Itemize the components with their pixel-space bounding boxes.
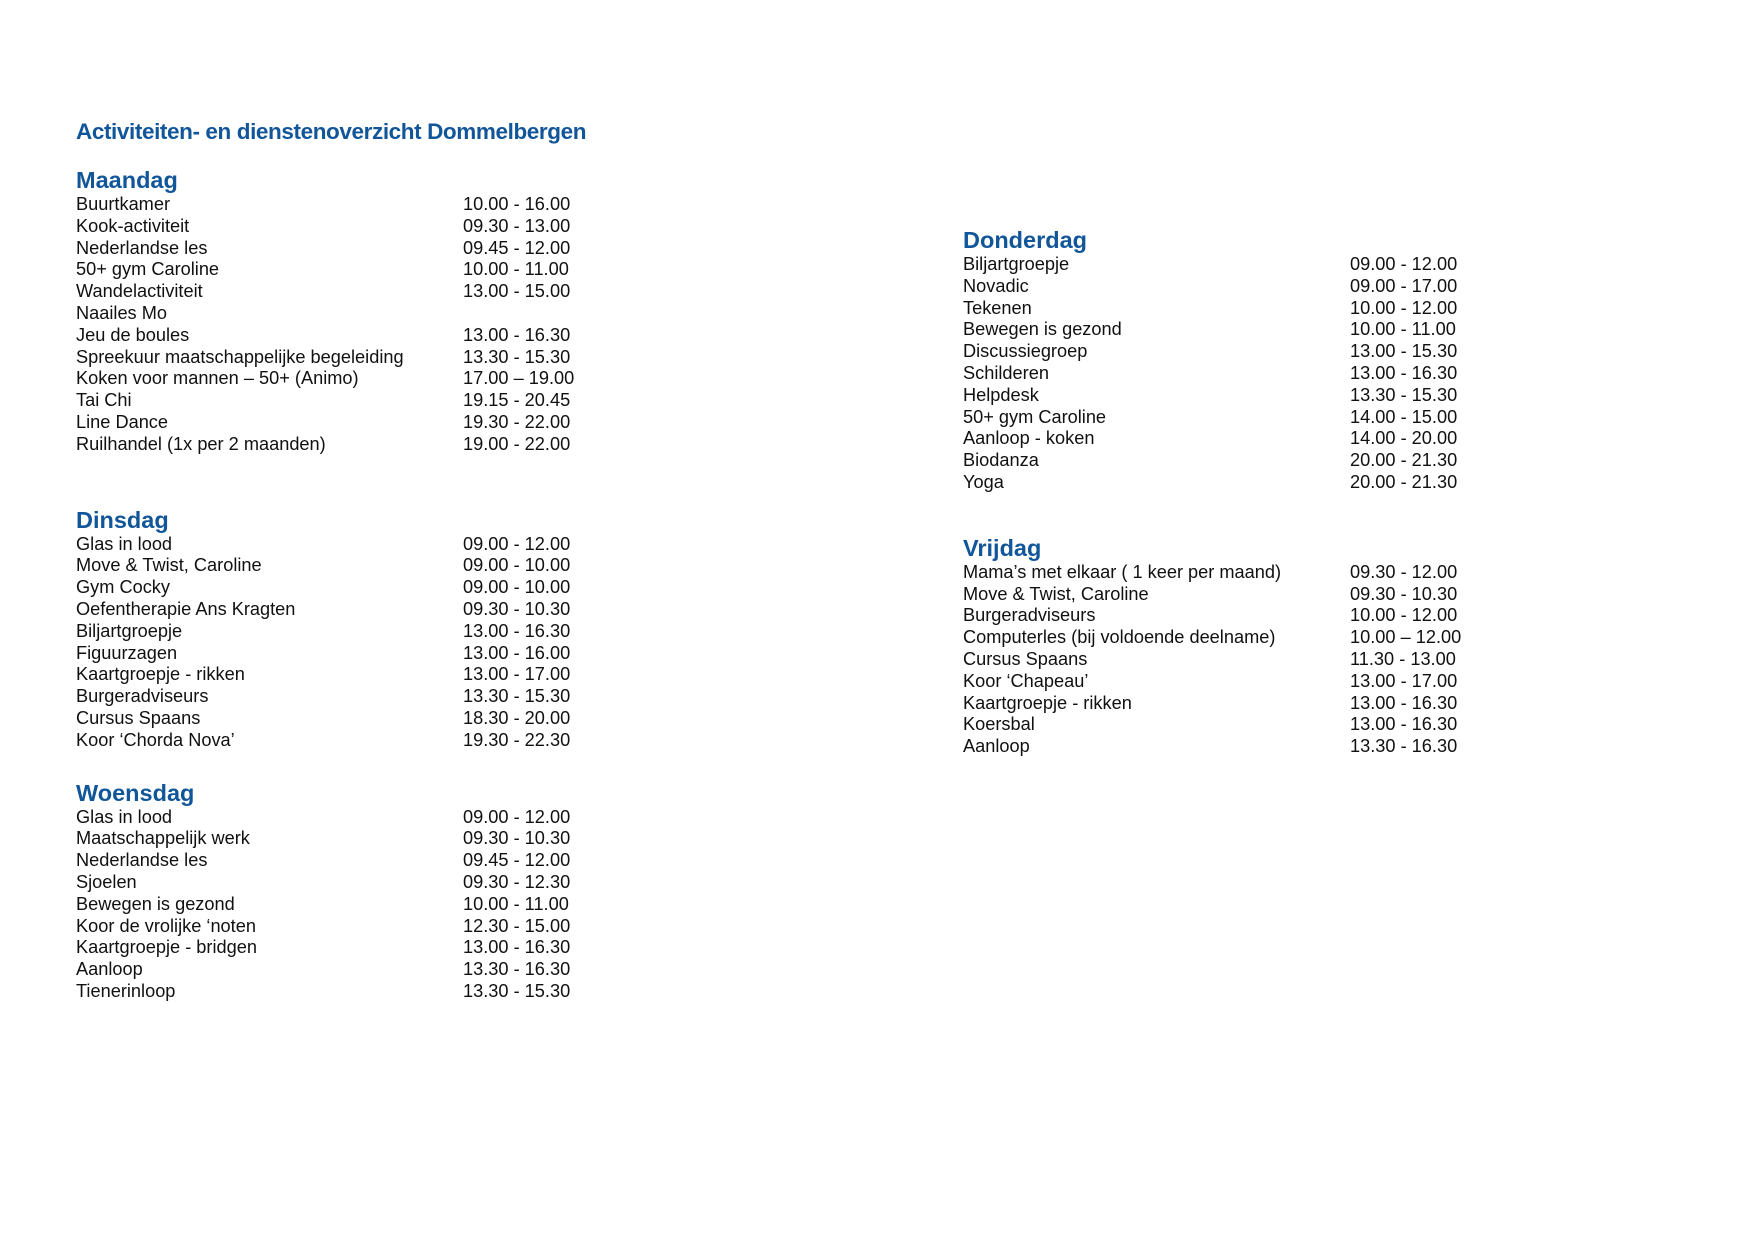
activity-row bbox=[963, 450, 1458, 472]
day-section bbox=[963, 226, 1458, 494]
activity-row bbox=[76, 850, 571, 872]
activity-time: 10.00 - 11.00 bbox=[1350, 319, 1456, 340]
activity-row bbox=[963, 341, 1458, 363]
activity-name: Burgeradviseurs bbox=[76, 686, 209, 707]
activity-row bbox=[963, 319, 1456, 341]
activity-time: 17.00 – 19.00 bbox=[463, 368, 575, 389]
activity-time: 13.30 - 15.30 bbox=[1350, 384, 1458, 405]
activity-name: Move & Twist, Caroline bbox=[963, 583, 1149, 604]
activity-row bbox=[76, 893, 569, 916]
day-section bbox=[76, 779, 571, 1003]
activity-time: 09.30 - 10.30 bbox=[463, 828, 571, 849]
activity-name: Bewegen is gezond bbox=[963, 319, 1122, 340]
activity-time: 09.45 - 12.00 bbox=[463, 237, 571, 258]
activity-name: Biodanza bbox=[963, 450, 1039, 471]
activity-name: Oefentherapie Ans Kragten bbox=[76, 598, 296, 619]
activity-row bbox=[76, 303, 194, 325]
activity-row bbox=[963, 583, 1458, 606]
activity-name: Mama’s met elkaar ( 1 keer per maand) bbox=[963, 561, 1282, 582]
activity-name: Spreekuur maatschappelijke begeleiding bbox=[76, 346, 404, 367]
activity-name: Schilderen bbox=[963, 362, 1049, 383]
activity-name: Cursus Spaans bbox=[76, 707, 201, 728]
activity-time: 13.30 - 15.30 bbox=[463, 686, 571, 707]
activity-time: 09.30 - 10.30 bbox=[463, 598, 571, 619]
activity-time: 09.00 - 10.00 bbox=[463, 555, 571, 576]
activity-time: 13.00 - 16.00 bbox=[463, 642, 571, 663]
activity-time: 19.00 - 22.00 bbox=[463, 433, 571, 454]
activity-name: Wandelactiviteit bbox=[76, 281, 203, 302]
activity-time: 19.15 - 20.45 bbox=[463, 390, 571, 411]
activity-time: 10.00 - 11.00 bbox=[463, 259, 569, 280]
activity-time: 13.00 - 15.00 bbox=[463, 281, 571, 302]
activity-time: 14.00 - 20.00 bbox=[1350, 428, 1458, 449]
activity-time: 09.00 - 12.00 bbox=[1350, 254, 1458, 274]
activity-time: 10.00 - 12.00 bbox=[1350, 605, 1458, 626]
activity-row bbox=[963, 561, 1458, 584]
activity-row bbox=[76, 915, 571, 938]
activity-time: 20.00 - 21.30 bbox=[1350, 471, 1458, 492]
activity-name: Buurtkamer bbox=[76, 194, 171, 214]
activity-row bbox=[963, 428, 1458, 450]
activity-time: 10.00 - 11.00 bbox=[463, 893, 569, 914]
activity-name: Nederlandse les bbox=[76, 850, 208, 871]
activity-row bbox=[76, 368, 575, 390]
activity-row bbox=[76, 806, 571, 829]
activity-row bbox=[963, 297, 1458, 320]
activity-time: 09.45 - 12.00 bbox=[463, 850, 571, 871]
activity-name: Koersbal bbox=[963, 714, 1035, 735]
activity-time: 09.00 - 12.00 bbox=[463, 533, 571, 554]
activity-row bbox=[76, 729, 571, 752]
activity-row bbox=[963, 384, 1458, 407]
activity-time: 13.30 - 15.30 bbox=[463, 980, 571, 1001]
activity-row bbox=[76, 411, 571, 434]
day-heading: Woensdag bbox=[76, 779, 195, 806]
activity-name: Koor ‘Chorda Nova’ bbox=[76, 729, 235, 750]
activity-time: 13.00 - 16.30 bbox=[463, 324, 571, 345]
activity-name: Aanloop bbox=[963, 736, 1030, 757]
activity-row bbox=[76, 980, 571, 1003]
activity-name: Figuurzagen bbox=[76, 642, 178, 663]
activity-name: Koken voor mannen – 50+ (Animo) bbox=[76, 368, 359, 389]
day-section bbox=[76, 506, 571, 752]
activity-name: Novadic bbox=[963, 275, 1029, 296]
activity-row bbox=[76, 215, 571, 238]
activity-name: Kaartgroepje - rikken bbox=[76, 664, 245, 685]
activity-time: 10.00 - 12.00 bbox=[1350, 297, 1458, 318]
left-column bbox=[76, 166, 575, 1028]
activity-row bbox=[76, 828, 571, 850]
activity-name: Biljartgroepje bbox=[963, 254, 1070, 274]
activity-row bbox=[76, 281, 571, 303]
activity-name: Discussiegroep bbox=[963, 341, 1088, 362]
activity-name: Kaartgroepje - bridgen bbox=[76, 937, 257, 958]
day-section bbox=[963, 534, 1462, 758]
page-title: Activiteiten- en dienstenoverzicht Dommelbergen bbox=[76, 119, 587, 144]
activity-name: Koor ‘Chapeau’ bbox=[963, 670, 1089, 691]
day-heading: Dinsdag bbox=[76, 506, 169, 533]
activity-time: 13.30 - 15.30 bbox=[463, 346, 571, 367]
activity-time: 20.00 - 21.30 bbox=[1350, 450, 1458, 471]
activity-time: 13.00 - 16.30 bbox=[1350, 692, 1458, 713]
activity-time: 11.30 - 13.00 bbox=[1350, 648, 1456, 669]
activity-row bbox=[76, 390, 571, 412]
day-heading: Vrijdag bbox=[963, 534, 1042, 561]
activity-row bbox=[963, 670, 1458, 693]
activity-row bbox=[76, 194, 571, 216]
activity-row bbox=[963, 736, 1458, 758]
activity-time: 09.30 - 12.30 bbox=[463, 871, 571, 892]
activity-time: 09.00 - 12.00 bbox=[463, 806, 571, 827]
activity-row bbox=[76, 620, 571, 643]
activity-name: Gym Cocky bbox=[76, 577, 170, 598]
activity-name: Koor de vrolijke ‘noten bbox=[76, 915, 256, 936]
activity-row bbox=[76, 959, 571, 981]
activity-row bbox=[963, 692, 1458, 715]
activity-time: 13.00 - 16.30 bbox=[463, 937, 571, 958]
activity-time: 13.00 - 16.30 bbox=[1350, 714, 1458, 735]
activity-name: Cursus Spaans bbox=[963, 648, 1088, 669]
activity-name: Line Dance bbox=[76, 411, 169, 432]
activity-name: Biljartgroepje bbox=[76, 620, 183, 641]
activity-row bbox=[963, 605, 1458, 627]
activity-name: Maatschappelijk werk bbox=[76, 828, 250, 849]
activity-row bbox=[76, 237, 571, 260]
activity-name: Burgeradviseurs bbox=[963, 605, 1096, 626]
activity-time: 09.00 - 17.00 bbox=[1350, 275, 1458, 296]
activity-row bbox=[963, 714, 1458, 736]
activity-time: 13.00 - 17.00 bbox=[463, 664, 571, 685]
activity-row bbox=[963, 406, 1458, 429]
activity-name: Yoga bbox=[963, 471, 1004, 492]
activity-row bbox=[76, 259, 569, 281]
activity-time: 12.30 - 15.00 bbox=[463, 915, 571, 936]
activity-time: 10.00 - 16.00 bbox=[463, 194, 571, 214]
activity-row bbox=[963, 648, 1456, 671]
activity-name: Bewegen is gezond bbox=[76, 893, 235, 914]
activity-name: Jeu de boules bbox=[76, 324, 190, 345]
right-column bbox=[963, 226, 1462, 783]
activity-time: 09.30 - 12.00 bbox=[1350, 561, 1458, 582]
activity-row bbox=[76, 577, 571, 599]
activity-name: Aanloop - koken bbox=[963, 428, 1095, 449]
activity-row bbox=[76, 555, 571, 577]
activity-time: 09.30 - 10.30 bbox=[1350, 583, 1458, 604]
activity-name: Glas in lood bbox=[76, 533, 173, 554]
activity-time: 13.00 - 16.30 bbox=[463, 620, 571, 641]
day-heading: Donderdag bbox=[963, 227, 1088, 253]
activity-time: 10.00 – 12.00 bbox=[1350, 627, 1462, 648]
activity-row bbox=[76, 324, 571, 347]
activity-name: Naailes Mo bbox=[76, 302, 167, 323]
activity-time: 18.30 - 20.00 bbox=[463, 707, 571, 728]
activity-row bbox=[963, 627, 1462, 649]
activity-row bbox=[76, 642, 571, 665]
activity-name: Aanloop bbox=[76, 959, 143, 980]
activity-row bbox=[76, 937, 571, 959]
activity-row bbox=[963, 254, 1458, 276]
activity-row bbox=[76, 346, 571, 369]
activity-name: Move & Twist, Caroline bbox=[76, 555, 262, 576]
activity-name: Sjoelen bbox=[76, 871, 137, 892]
activity-name: Glas in lood bbox=[76, 806, 173, 827]
activity-time: 09.00 - 10.00 bbox=[463, 577, 571, 598]
activity-time: 19.30 - 22.00 bbox=[463, 411, 571, 432]
activity-row bbox=[76, 664, 571, 686]
activity-row bbox=[76, 598, 571, 621]
activity-time: 14.00 - 15.00 bbox=[1350, 406, 1458, 427]
activity-time: 13.30 - 16.30 bbox=[463, 959, 571, 980]
activity-time: 13.30 - 16.30 bbox=[1350, 736, 1458, 757]
activity-name: 50+ gym Caroline bbox=[76, 259, 220, 280]
activity-name: Tekenen bbox=[963, 297, 1032, 318]
activity-row bbox=[76, 686, 571, 708]
activity-name: Kook-activiteit bbox=[76, 215, 190, 236]
day-heading: Maandag bbox=[76, 167, 178, 193]
activity-row bbox=[76, 533, 571, 556]
activity-name: Ruilhandel (1x per 2 maanden) bbox=[76, 433, 326, 454]
activity-name: Tai Chi bbox=[76, 390, 132, 411]
activity-row bbox=[76, 707, 571, 730]
activity-row bbox=[963, 362, 1458, 385]
activity-time: 19.30 - 22.30 bbox=[463, 729, 571, 750]
activity-row bbox=[963, 471, 1458, 494]
activity-name: Kaartgroepje - rikken bbox=[963, 692, 1132, 713]
activity-row bbox=[963, 275, 1458, 298]
activity-name: Nederlandse les bbox=[76, 237, 208, 258]
activity-name: 50+ gym Caroline bbox=[963, 406, 1107, 427]
activity-time: 09.30 - 13.00 bbox=[463, 215, 571, 236]
activity-row bbox=[76, 433, 571, 456]
activity-time: 13.00 - 17.00 bbox=[1350, 670, 1458, 691]
activity-row bbox=[76, 871, 571, 894]
activity-name: Tienerinloop bbox=[76, 980, 176, 1001]
activity-name: Helpdesk bbox=[963, 384, 1039, 405]
activity-name: Computerles (bij voldoende deelname) bbox=[963, 627, 1276, 648]
activity-time: 13.00 - 16.30 bbox=[1350, 362, 1458, 383]
day-section bbox=[76, 166, 575, 456]
activity-time: 13.00 - 15.30 bbox=[1350, 341, 1458, 362]
